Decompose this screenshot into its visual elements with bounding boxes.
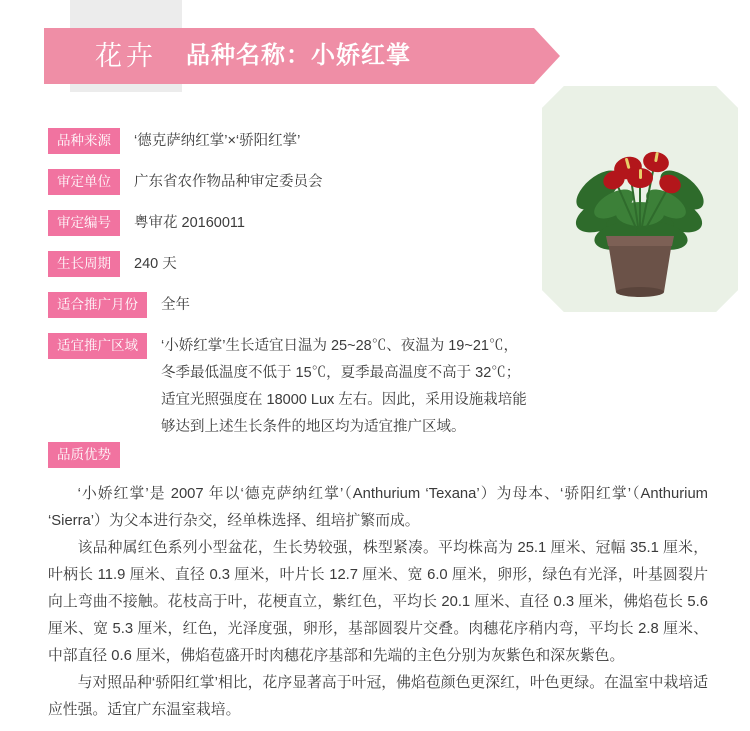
quality-section (48, 442, 708, 724)
anthurium-illustration (542, 86, 738, 312)
quality-label: 品质优势 (48, 442, 120, 468)
row-label: 审定单位 (48, 169, 120, 195)
row-value: 粤审花 20160011 (134, 215, 245, 231)
row-label: 品种来源 (48, 128, 120, 154)
table-row (48, 292, 528, 318)
row-label: 审定编号 (48, 210, 120, 236)
header-category-label: 花卉 (95, 41, 157, 71)
row-label: 适合推广月份 (48, 292, 147, 318)
table-row-region (48, 333, 528, 441)
row-value: 全年 (161, 297, 190, 313)
quality-paragraph: 该品种属红色系列小型盆花，生长势较强，株型紧凑。平均株高为 25.1 厘米、冠幅 35.1 厘米，叶柄长 11.9 厘米、直径 0.3 厘米，叶片长 12.7 厘米、宽 6.0 厘米，卵形，绿色有光泽，叶基圆裂片向上弯曲不接触。花枝高于叶，花梗直立，紫红色，平均长 20.1 厘米、直径 0.3 厘米，佛焰苞长 5.6 厘米、宽 5.3 厘米，红色，光泽度强，卵形，基部圆裂片交叠。肉穗花序稍内弯，平均长 2.8 厘米、中部直径 0.6 厘米，佛焰苞盛开时肉穗花序基部和先端的主色分别为灰紫色和深灰紫色。 (48, 540, 708, 664)
row-label: 适宜推广区域 (48, 333, 147, 359)
quality-body (48, 481, 708, 724)
row-value: ‘德克萨纳红掌’×‘骄阳红掌’ (134, 133, 301, 149)
row-value: ‘小娇红掌’生长适宜日温为 25~28℃、夜温为 19~21℃，冬季最低温度不低于 15℃，夏季最高温度不高于 32℃；适宜光照强度在 18000 Lux 左右。因此，采用设施栽培能够达到上述生长条件的地区均为适宜推广区域。 (161, 338, 527, 435)
header-band-arrow (534, 28, 560, 84)
info-table (48, 128, 528, 456)
table-row (48, 210, 528, 236)
table-row (48, 169, 528, 195)
row-label: 生长周期 (48, 251, 120, 277)
row-value: 240 天 (134, 256, 177, 272)
row-value: 广东省农作物品种审定委员会 (134, 174, 323, 190)
table-row (48, 128, 528, 154)
quality-paragraph: 与对照品种‘骄阳红掌’相比，花序显著高于叶冠，佛焰苞颜色更深红，叶色更绿。在温室中栽培适应性强。适宜广东温室栽培。 (48, 675, 708, 718)
quality-paragraph: ‘小娇红掌’是 2007 年以‘德克萨纳红掌’（Anthurium ‘Texana’）为母本、‘骄阳红掌’（Anthurium ‘Sierra’）为父本进行杂交，经单株选择、组培扩繁而成。 (48, 486, 708, 529)
page-title: 品种名称：小娇红掌 (186, 42, 411, 69)
table-row (48, 251, 528, 277)
plant-photo (542, 86, 738, 312)
